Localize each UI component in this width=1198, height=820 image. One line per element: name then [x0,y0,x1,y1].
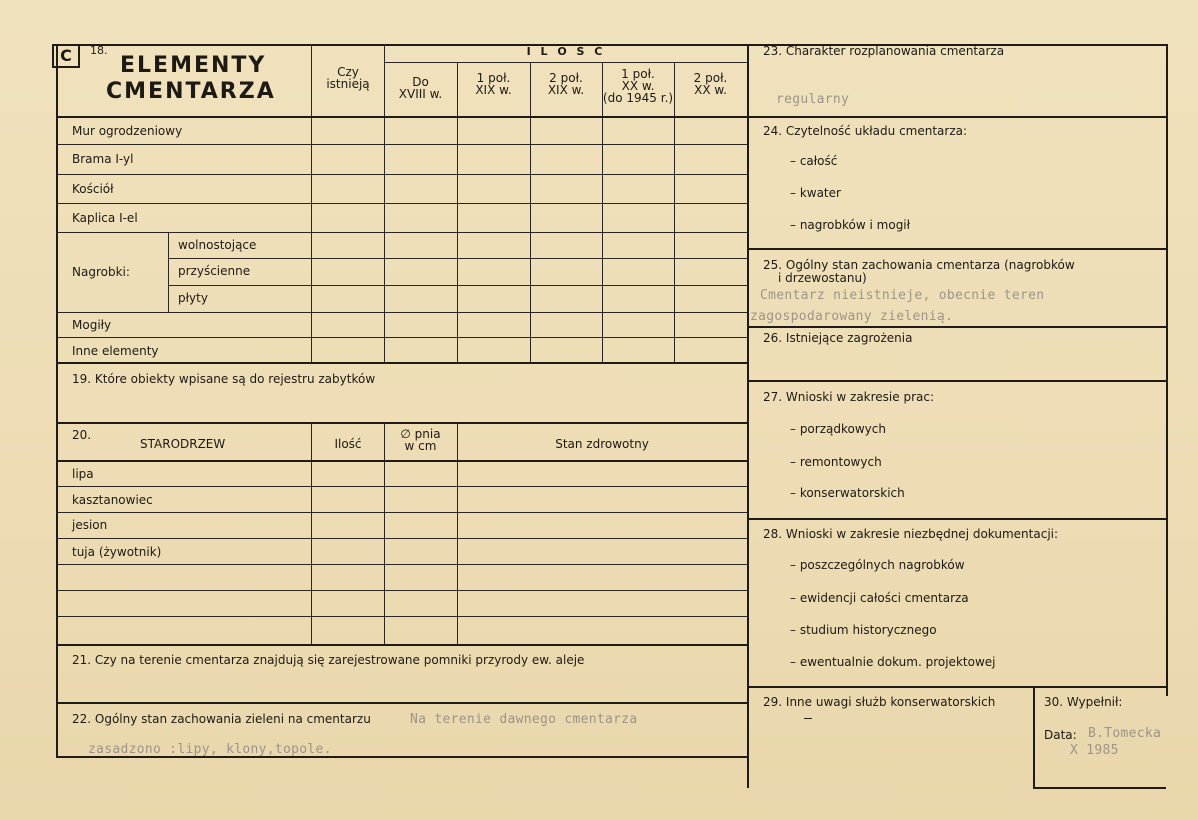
section-24-bottom [747,248,1167,250]
section-26-bottom [747,380,1167,382]
panel-divider [747,44,749,788]
tree-label: tuja (żywotnik) [72,545,162,559]
nagrobki-divider [168,232,169,312]
q27-label: 27. Wnioski w zakresie prac: [763,390,935,404]
q27-item: – remontowych [790,455,882,469]
q28-item: – poszczególnych nagrobków [790,558,965,572]
starodrzew-diameter-header: ∅ pnia w cm [400,427,441,453]
q25-answer-line2: zagospodarowany zielenią. [750,309,954,324]
q25-label-line1: 25. Ogólny stan zachowania cmentarza (nagrobków [763,258,1075,272]
ilosc-header-underline [384,62,748,63]
q30-filled-by: B.Tomecka [1088,726,1162,741]
row-line [56,312,748,313]
q22-label: 22. Ogólny stan zachowania zieleni na cmentarzu [72,712,371,726]
q30-divider [1033,686,1035,788]
section-code-box [52,44,80,68]
q24-item: – nagrobków i mogił [790,218,911,232]
nagrobki-label: Nagrobki: [72,265,130,279]
q30-date-value: X 1985 [1070,743,1119,758]
tree-row-line [56,564,748,565]
section-23-bottom [747,116,1167,118]
section-20-number: 20. [72,428,92,442]
q28-item: – studium historycznego [790,623,937,637]
header-bottom-line [56,116,748,118]
col-line-p2 [457,62,458,362]
row-line [56,203,748,204]
row-label: Mur ogrodzeniowy [72,124,183,138]
period-header-1: 1 poł. XIX w. [475,71,512,97]
row-line [168,258,748,259]
q30-date-label: Data: [1044,728,1077,742]
ilosc-header: I L O Ś Ć [526,45,606,58]
col-line-p5 [674,62,675,362]
left-panel-left-border [56,44,58,758]
row-line [56,232,748,233]
period-header-2: 2 poł. XIX w. [547,71,585,97]
col-exists-header: Czy istnieją [326,65,370,91]
section-20-bottom [56,644,748,646]
q21-label: 21. Czy na terenie cmentarza znajdują się zarejestrowane pomniki przyrody ew. aleje [72,653,585,667]
section-code: C [60,46,72,65]
tree-label: lipa [72,467,94,481]
q27-item: – porządkowych [790,422,886,436]
q28-item: – ewidencji całości cmentarza [790,591,969,605]
row-line [56,174,748,175]
section-28-bottom [747,686,1167,688]
q28-label: 28. Wnioski w zakresie niezbędnej dokumentacji: [763,527,1059,541]
row-label: Mogiły [72,318,112,332]
row-label: Kościół [72,182,114,196]
q24-label: 24. Czytelność układu cmentarza: [763,124,968,138]
section-27-bottom [747,518,1167,520]
nagrobki-sub: płyty [178,291,208,305]
elements-title-line1: ELEMENTY [120,53,267,78]
q23-label: 23. Charakter rozplanowania cmentarza [763,44,1005,58]
elements-title-line2: CMENTARZA [106,79,276,104]
nagrobki-sub: przyścienne [178,264,251,278]
row-label: Kaplica I-el [72,211,138,225]
q28-item: – ewentualnie dokum. projektowej [790,655,996,669]
row-line [56,337,748,338]
q27-item: – konserwatorskich [790,486,905,500]
tree-row-line [56,512,748,513]
starodrzew-col-line [384,422,385,644]
starodrzew-col-line [311,422,312,644]
q30-bottom [1033,787,1166,789]
tree-label: kasztanowiec [72,493,153,507]
section-25-bottom [747,326,1167,328]
q24-item: – kwater [790,186,841,200]
section-21-bottom [56,702,748,704]
row-label: Brama I-yl [72,152,134,166]
q25-label-line2: i drzewostanu) [778,271,867,285]
row-line [56,144,748,145]
starodrzew-col-line [457,422,458,644]
q26-label: 26. Istniejące zagrożenia [763,331,913,345]
col-line-p4 [602,62,603,362]
section-19-bottom [56,422,748,424]
q30-label: 30. Wypełnił: [1044,695,1123,709]
period-header-3: 1 poł. XX w. (do 1945 r.) [602,67,674,105]
starodrzew-title: STARODRZEW [140,437,226,451]
tree-label: jesion [72,518,108,532]
q25-answer-line1: Cmentarz nieistnieje, obecnie teren [760,288,1045,303]
tree-row-line [56,538,748,539]
row-line [168,285,748,286]
period-header-4: 2 poł. XX w. [693,71,728,97]
q19-label: 19. Które obiekty wpisane są do rejestru zabytków [72,372,376,386]
tree-row-line [56,616,748,617]
starodrzew-header-bottom [56,460,748,462]
q22-answer-line2: zasadzono :lipy, klony,topole. [88,742,332,757]
row-label: Inne elementy [72,344,159,358]
section-18-bottom [56,362,748,364]
section-18-number: 18. [90,44,108,57]
q22-answer-line1: Na terenie dawnego cmentarza [410,712,638,727]
tree-row-line [56,486,748,487]
starodrzew-health-header: Stan zdrowotny [555,437,649,451]
tree-row-line [56,590,748,591]
q23-answer: regularny [776,92,850,107]
q29-label: 29. Inne uwagi służb konserwatorskich [763,695,996,709]
col-line-p3 [530,62,531,362]
starodrzew-count-header: Ilość [334,437,362,451]
right-panel-right-border [1166,44,1168,696]
q24-item: – całość [790,154,838,168]
nagrobki-sub: wolnostojące [178,238,257,252]
period-header-0: Do XVIII w. [398,75,443,101]
q29-dash [804,718,812,719]
